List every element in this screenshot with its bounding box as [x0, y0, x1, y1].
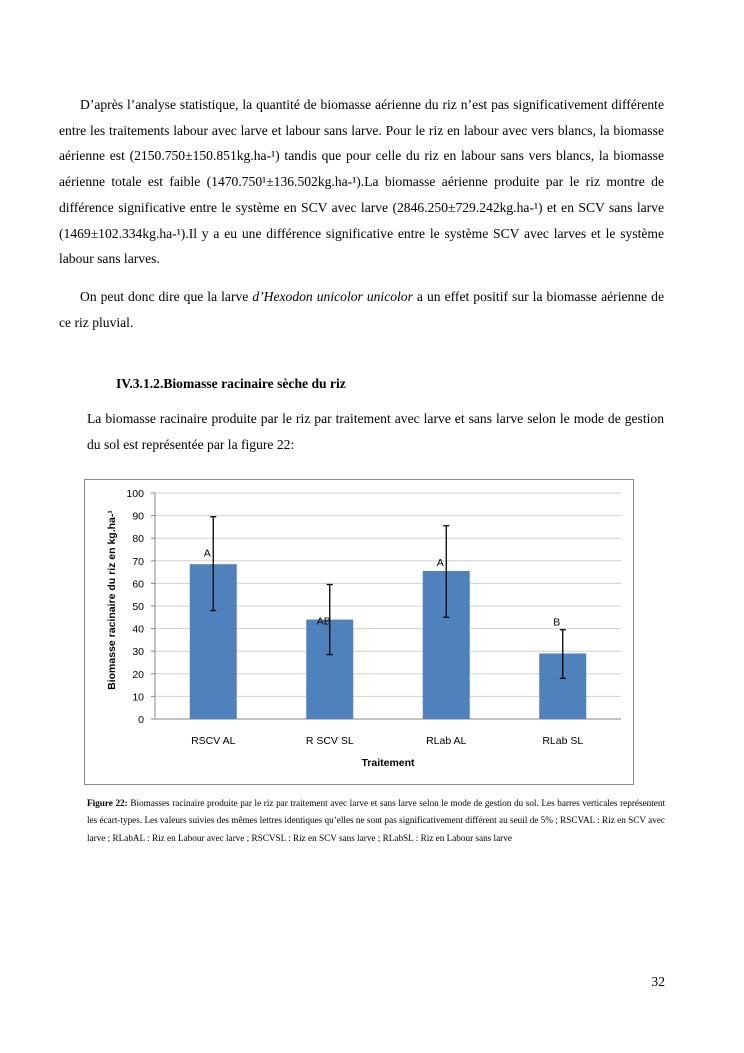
figure-chart: [84, 479, 634, 785]
y-tick-label: 40: [132, 623, 144, 636]
significance-letter: AB: [316, 615, 331, 628]
paragraph-conclusion-start: On peut donc dire que la larve: [80, 289, 253, 304]
paragraph-aerial-biomass: D’après l’analyse statistique, la quantité de biomasse aérienne du riz n’est pas significativement différente entre les traitements labour avec larve et labour sans larve. Pour le riz en labour avec vers blancs, la biomasse aérienne est (2150.750±150.851kg.ha-¹) tandis que pour celle du riz en labour sans vers blancs, la biomasse aérienne totale est faible (1470.750¹±136.502kg.ha-¹).La biomasse aérienne produite par le riz montre de différence significative entre le système en SCV avec larve (2846.250±729.242kg.ha-¹) et en SCV sans larve (1469±102.334kg.ha-¹).Il y a eu une différence significative entre le système SCV avec larves et le système labour sans larves.: [59, 97, 664, 267]
x-tick-label: RSCV AL: [191, 735, 236, 747]
paragraph-conclusion: [59, 284, 664, 335]
figure-caption-text: Biomasses racinaire produite par le riz par traitement avec larve et sans larve selon le mode de gestion du sol. Les barres verticales représentent les écart-types. Les valeurs suivies des mêmes lettres identiques qu’elles ne sont pas significativement différent au seuil de 5% ; RSCVAL : Riz en SCV avec larve ; RLabAL : Riz en Labour avec larve ; RSCVSL : Riz en SCV sans larve ; RLabSL : Riz en Labour sans larve: [87, 798, 665, 843]
bar-chart: [85, 480, 635, 786]
y-tick-label: 60: [132, 578, 144, 591]
y-tick-label: 50: [132, 601, 144, 613]
y-tick-label: 20: [132, 668, 144, 681]
y-axis-title: Biomasse racinaire du riz en kg.ha-¹: [106, 510, 118, 690]
y-tick-label: 30: [132, 646, 144, 659]
x-axis-title: Traitement: [361, 757, 415, 769]
significance-letter: B: [553, 616, 561, 629]
y-tick-label: 70: [132, 555, 144, 568]
y-tick-label: 0: [138, 714, 144, 726]
figure-caption-label: Figure 22:: [87, 798, 128, 808]
section-heading: IV.3.1.2.Biomasse racinaire sèche du riz: [116, 376, 346, 391]
figure-caption: [87, 795, 665, 847]
significance-letter: A: [436, 556, 444, 569]
y-tick-label: 90: [132, 510, 144, 523]
x-tick-label: RLab SL: [542, 735, 584, 747]
y-tick-label: 100: [126, 488, 144, 500]
y-tick-label: 80: [132, 533, 144, 546]
page-number: 32: [651, 974, 665, 989]
paragraph-conclusion-end: a un effet positif sur la biomasse aérienne de ce riz pluvial.: [59, 289, 664, 330]
paragraph-root-biomass-intro: La biomasse racinaire produite par le riz par traitement avec larve et sans larve selon le mode de gestion du sol est représentée par la figure 22:: [87, 411, 664, 452]
species-name: d’Hexodon unicolor unicolor: [252, 289, 413, 304]
x-tick-label: R SCV SL: [305, 735, 354, 747]
y-tick-label: 10: [132, 691, 144, 704]
x-tick-label: RLab AL: [426, 735, 467, 747]
significance-letter: A: [203, 547, 211, 560]
